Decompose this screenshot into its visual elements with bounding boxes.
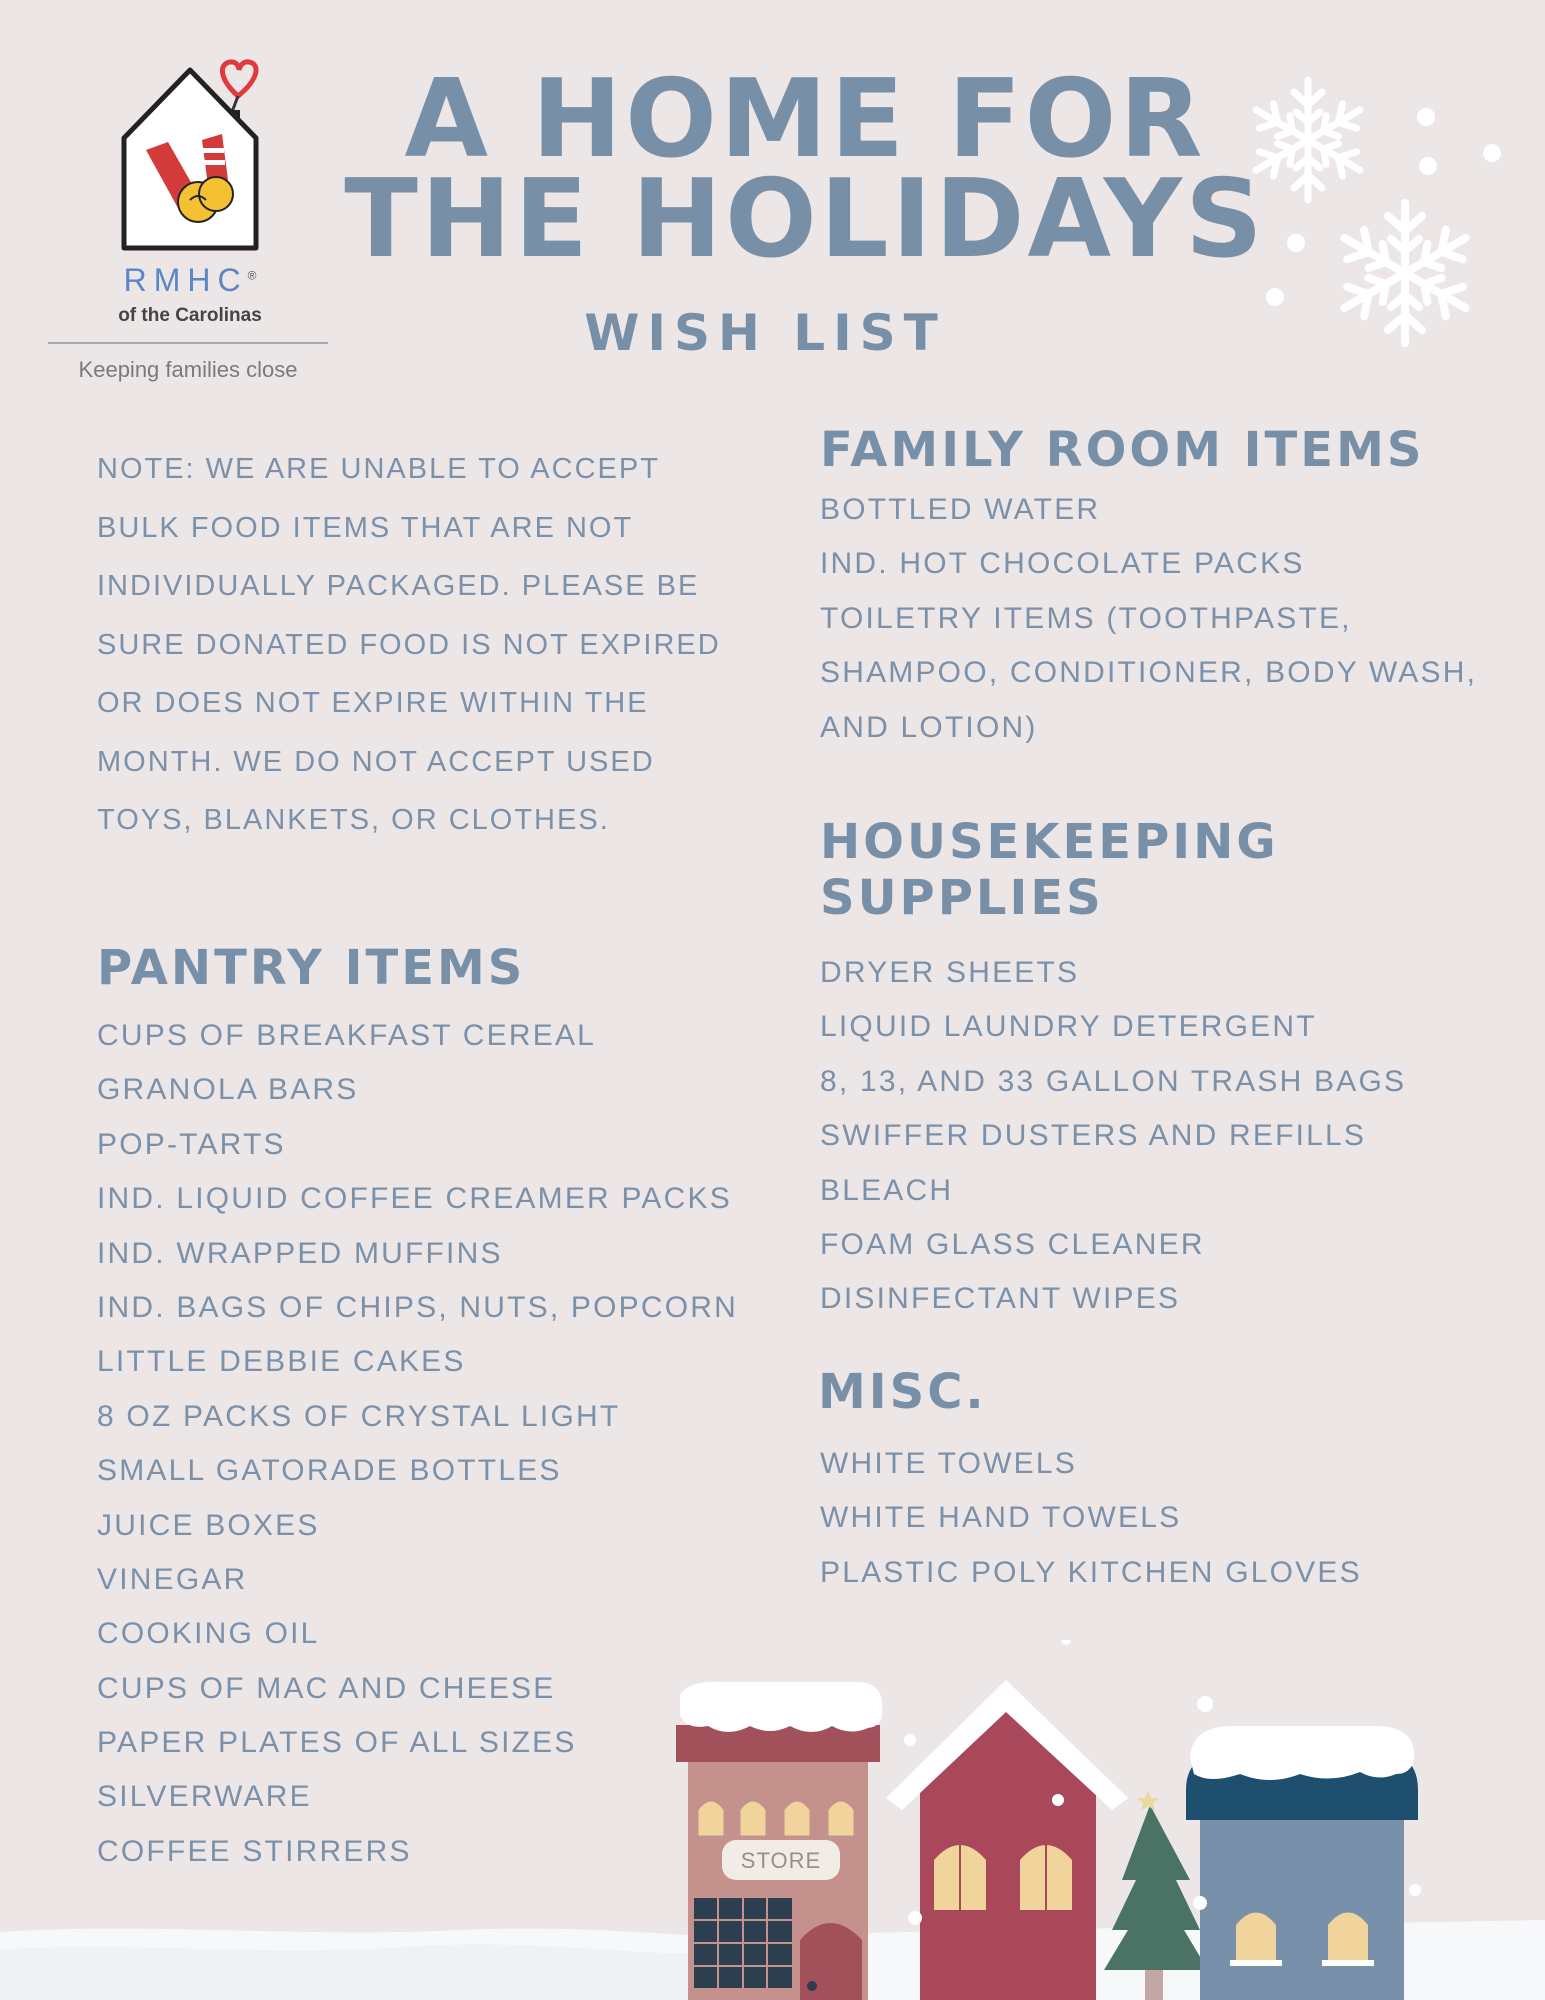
title-line-1: A HOME FOR	[404, 57, 1206, 182]
list-item: AND LOTION)	[820, 710, 1038, 744]
list-item: WHITE TOWELS	[820, 1447, 1077, 1480]
list-item: DRYER SHEETS	[820, 956, 1080, 989]
list-item: BOTTLED WATER	[820, 493, 1101, 526]
list-item: VINEGAR	[97, 1562, 248, 1596]
housekeeping-heading-line-1: HOUSEKEEPING	[820, 814, 1279, 870]
list-item: PLASTIC POLY KITCHEN GLOVES	[820, 1555, 1362, 1589]
page-subtitle: WISH LIST	[584, 304, 946, 362]
list-item: IND. WRAPPED MUFFINS	[97, 1236, 503, 1270]
store-sign: STORE	[740, 1848, 822, 1873]
list-item: 8, 13, AND 33 GALLON TRASH BAGS	[820, 1064, 1407, 1098]
registered-mark: ®	[247, 268, 257, 283]
list-item: IND. BAGS OF CHIPS, NUTS, POPCORN	[97, 1290, 739, 1324]
rmhc-logo	[50, 30, 330, 390]
tree-icon	[1104, 1790, 1208, 2000]
misc-list	[820, 1437, 1362, 1600]
list-item: SHAMPOO, CONDITIONER, BODY WASH,	[820, 656, 1478, 690]
list-item: 8 OZ PACKS OF CRYSTAL LIGHT	[97, 1399, 621, 1433]
page-title	[340, 57, 1270, 282]
list-item: COFFEE STIRRERS	[97, 1834, 412, 1868]
logo-subtitle: of the Carolinas	[118, 305, 262, 326]
list-item: SILVERWARE	[97, 1780, 312, 1814]
list-item: TOILETRY ITEMS (TOOTHPASTE,	[820, 601, 1352, 635]
snowflakes-decoration	[1230, 60, 1530, 370]
logo-tagline: Keeping families close	[78, 357, 298, 382]
blue-house	[1186, 1726, 1418, 2000]
list-item: COOKING OIL	[97, 1617, 320, 1651]
winter-village-illustration	[0, 1640, 1545, 2000]
housekeeping-heading	[820, 814, 1279, 926]
snowflake-icon	[1249, 80, 1367, 200]
logo-org-name: RMHC®	[123, 262, 257, 298]
list-item: DISINFECTANT WIPES	[820, 1282, 1181, 1316]
family-room-heading: FAMILY ROOM ITEMS	[820, 422, 1425, 478]
list-item: CUPS OF MAC AND CHEESE	[97, 1671, 556, 1705]
list-item: JUICE BOXES	[97, 1508, 320, 1542]
list-item: LIQUID LAUNDRY DETERGENT	[820, 1010, 1317, 1044]
list-item: LITTLE DEBBIE CAKES	[97, 1345, 466, 1379]
list-item: SWIFFER DUSTERS AND REFILLS	[820, 1119, 1367, 1153]
logo-divider	[48, 342, 328, 344]
list-item: POP-TARTS	[97, 1127, 286, 1161]
red-house	[886, 1680, 1128, 2000]
list-item: FOAM GLASS CLEANER	[820, 1227, 1205, 1261]
family-room-list	[820, 483, 1477, 755]
heart-icon	[222, 62, 256, 96]
housekeeping-list	[820, 946, 1406, 1327]
store-building	[676, 1682, 882, 2000]
list-item: BLEACH	[820, 1173, 954, 1207]
list-item: PAPER PLATES OF ALL SIZES	[97, 1726, 577, 1760]
list-item: CUPS OF BREAKFAST CEREAL	[97, 1019, 597, 1052]
pantry-heading: PANTRY ITEMS	[97, 940, 526, 996]
list-item: IND. HOT CHOCOLATE PACKS	[820, 547, 1305, 581]
donation-note: NOTE: WE ARE UNABLE TO ACCEPT BULK FOOD ITEMS THAT ARE NOT INDIVIDUALLY PACKAGED. PLEASE BE SURE DONATED FOOD IS NOT EXPIRED OR DOES NOT EXPIRE WITHIN THE MONTH. WE DO NOT ACCEPT USED TOYS, BLANKETS, OR CLOTHES.	[97, 453, 721, 836]
list-item: GRANOLA BARS	[97, 1073, 359, 1107]
list-item: WHITE HAND TOWELS	[820, 1501, 1182, 1535]
housekeeping-heading-line-2: SUPPLIES	[820, 870, 1104, 926]
house-logo-icon	[50, 30, 330, 270]
snowflake-icon	[1336, 203, 1474, 343]
star-icon	[1137, 1790, 1159, 1811]
list-item: IND. LIQUID COFFEE CREAMER PACKS	[97, 1182, 732, 1216]
list-item: SMALL GATORADE BOTTLES	[97, 1454, 562, 1488]
title-line-2: THE HOLIDAYS	[344, 157, 1266, 282]
misc-heading: MISC.	[818, 1364, 987, 1420]
